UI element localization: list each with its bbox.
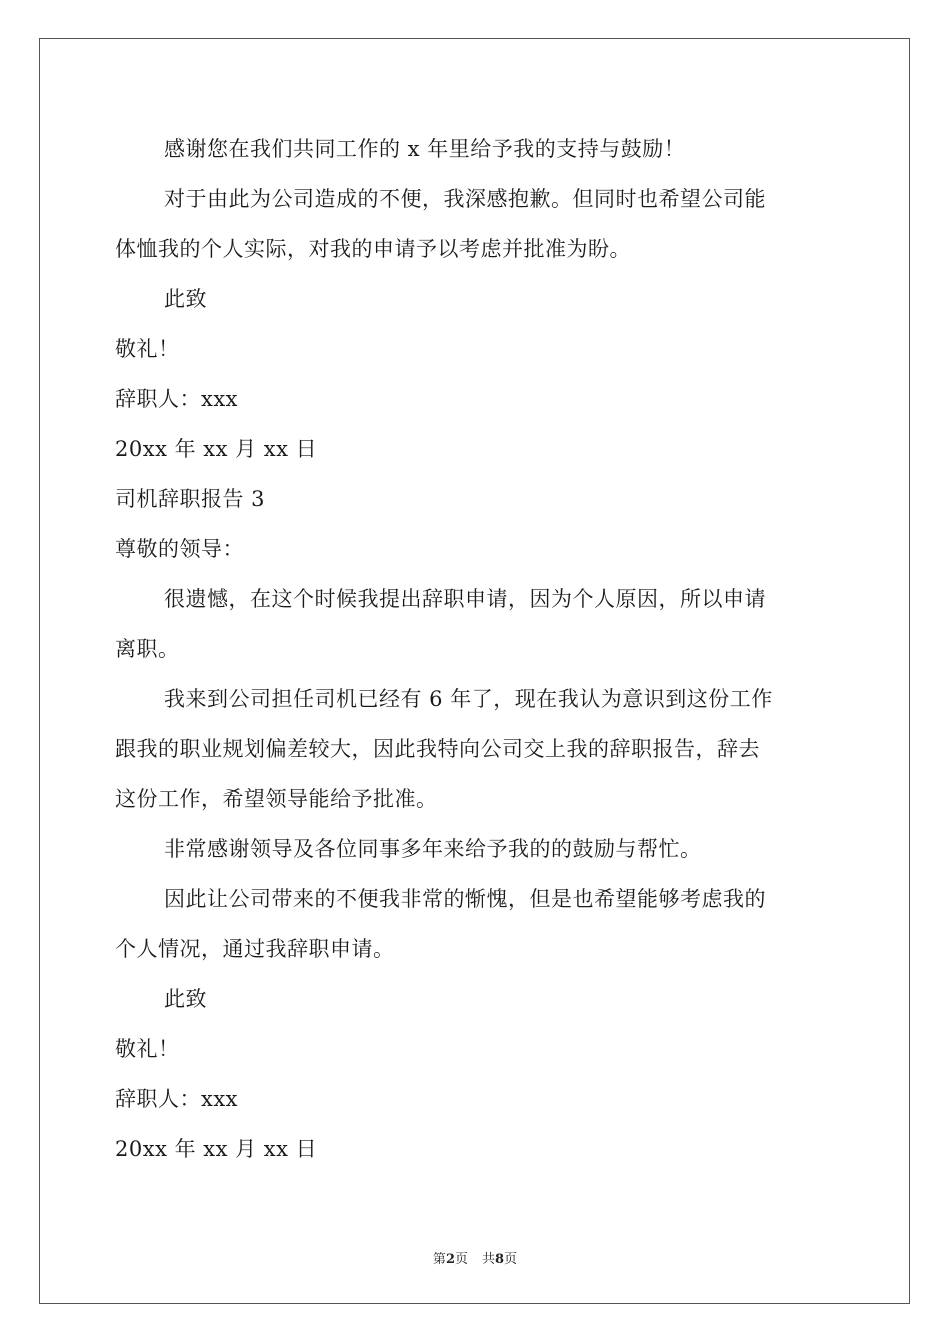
closing-salutation: 此致 xyxy=(164,987,207,1011)
body-line: 个人情况，通过我辞职申请。 xyxy=(115,937,395,961)
body-line: 很遗憾，在这个时候我提出辞职申请，因为个人原因，所以申请 xyxy=(164,587,766,611)
body-line: 非常感谢领导及各位同事多年来给予我的的鼓励与帮忙。 xyxy=(164,837,702,861)
document-body xyxy=(115,124,835,1174)
greeting-line: 尊敬的领导： xyxy=(115,537,244,561)
signer-line: 辞职人：xxx xyxy=(115,387,239,411)
body-line: 因此让公司带来的不便我非常的惭愧，但是也希望能够考虑我的 xyxy=(164,887,766,911)
total-suffix: 页 xyxy=(504,1252,518,1267)
date-line: 20xx 年 xx 月 xx 日 xyxy=(115,437,318,461)
closing-regards: 敬礼！ xyxy=(115,1037,180,1061)
page-prefix: 第 xyxy=(432,1252,446,1267)
body-line: 这份工作，希望领导能给予批准。 xyxy=(115,787,438,811)
body-line: 离职。 xyxy=(115,637,180,661)
section-title: 司机辞职报告 3 xyxy=(115,487,266,511)
total-prefix: 共 xyxy=(482,1252,496,1267)
page-number: 2 xyxy=(445,1252,455,1267)
body-line: 感谢您在我们共同工作的 x 年里给予我的支持与鼓励！ xyxy=(164,137,686,161)
closing-salutation: 此致 xyxy=(164,287,207,311)
body-line: 我来到公司担任司机已经有 6 年了，现在我认为意识到这份工作 xyxy=(164,687,773,711)
body-line: 对于由此为公司造成的不便，我深感抱歉。但同时也希望公司能 xyxy=(164,187,766,211)
closing-regards: 敬礼！ xyxy=(115,337,180,361)
signer-line: 辞职人：xxx xyxy=(115,1087,239,1111)
body-line: 体恤我的个人实际，对我的申请予以考虑并批准为盼。 xyxy=(115,237,631,261)
total-pages: 8 xyxy=(495,1252,505,1267)
body-line: 跟我的职业规划偏差较大，因此我特向公司交上我的辞职报告，辞去 xyxy=(115,737,760,761)
date-line: 20xx 年 xx 月 xx 日 xyxy=(115,1137,318,1161)
page-suffix: 页 xyxy=(454,1252,468,1267)
page-footer xyxy=(0,1248,950,1267)
